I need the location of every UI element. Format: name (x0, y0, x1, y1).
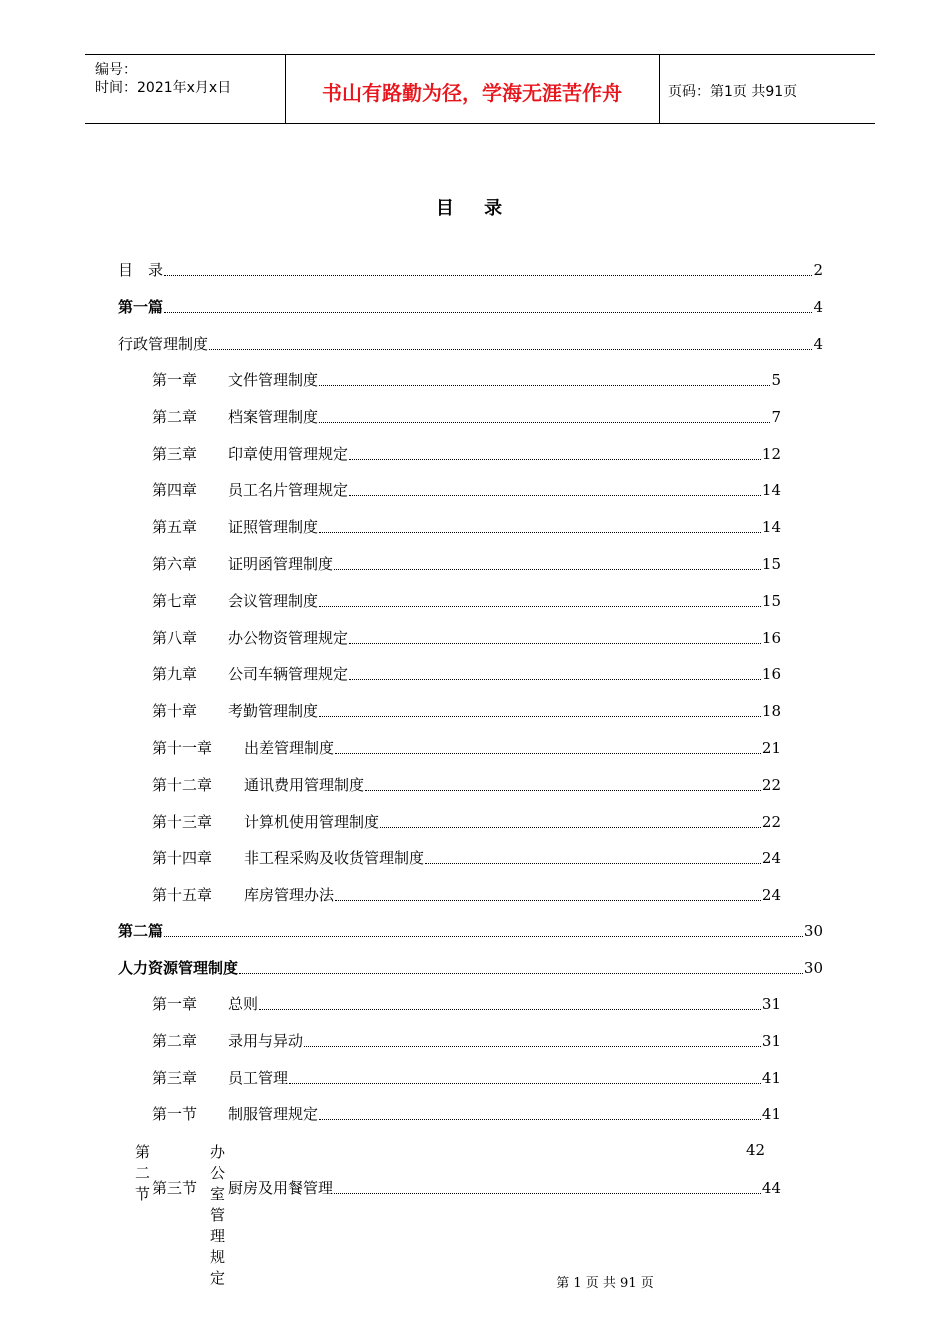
page-header (85, 54, 875, 124)
toc-plain-entry-num: 第二节 (135, 1143, 151, 1203)
toc-plain-entry-page: 42 (746, 1141, 766, 1159)
toc-chapter-page: 5 (771, 371, 781, 389)
toc-chapter-num: 第十四章 (152, 849, 213, 867)
toc-section-title: 行政管理制度 (118, 335, 209, 353)
leader-dots (319, 422, 770, 423)
toc-chapter[interactable] (152, 626, 781, 648)
toc-chapter[interactable] (152, 1176, 781, 1198)
toc-chapter[interactable] (152, 515, 781, 537)
toc-part-1[interactable] (118, 295, 823, 317)
toc-chapter-title: 出差管理制度 (244, 739, 335, 757)
leader-dots (289, 1083, 761, 1084)
toc-chapter-title: 制服管理规定 (228, 1105, 319, 1123)
leader-dots (349, 643, 761, 644)
leader-dots (335, 900, 761, 901)
header-page-label: 页码：第1页 共91页 (668, 84, 798, 100)
toc-section-hr[interactable] (118, 956, 823, 978)
leader-dots (319, 606, 761, 607)
toc-chapter-page: 12 (761, 445, 781, 463)
toc-chapter[interactable] (152, 442, 781, 464)
page-title: 目 录 (435, 198, 515, 219)
leader-dots (334, 1193, 761, 1194)
toc-chapter-title: 总则 (228, 995, 259, 1013)
toc-chapter[interactable] (152, 368, 781, 390)
toc-section-page: 30 (803, 959, 823, 977)
toc-chapter-num: 第一章 (152, 995, 198, 1013)
toc-chapter-page: 44 (761, 1179, 781, 1197)
toc-chapter[interactable] (152, 552, 781, 574)
toc-chapter-title: 办公物资管理规定 (228, 629, 349, 647)
toc-chapter-page: 22 (761, 813, 781, 831)
toc-chapter-title: 员工名片管理规定 (228, 481, 349, 499)
toc-chapter-page: 14 (761, 518, 781, 536)
leader-dots (164, 275, 812, 276)
toc-chapter-num: 第八章 (152, 629, 198, 647)
toc-chapter-num: 第四章 (152, 481, 198, 499)
toc-entry[interactable] (118, 258, 823, 280)
leader-dots (319, 385, 770, 386)
toc-chapter[interactable] (152, 1102, 781, 1124)
toc-chapter-num: 第九章 (152, 665, 198, 683)
leader-dots (380, 827, 761, 828)
leader-dots (259, 1009, 761, 1010)
toc-chapter-num: 第十五章 (152, 886, 213, 904)
toc-chapter-title: 库房管理办法 (244, 886, 335, 904)
time-label: 时间：2021年x月x日 (95, 80, 232, 96)
toc-chapter[interactable] (152, 883, 781, 905)
toc-chapter-page: 18 (761, 702, 781, 720)
toc-chapter[interactable] (152, 405, 781, 427)
toc-chapter-page: 21 (761, 739, 781, 757)
toc-chapter[interactable] (152, 1066, 781, 1088)
toc-chapter-num: 第十三章 (152, 813, 213, 831)
toc-chapter[interactable] (152, 589, 781, 611)
header-meta (85, 55, 285, 123)
toc-entry-title: 目 录 (118, 261, 164, 279)
toc-section-page: 4 (813, 335, 823, 353)
toc-chapter-num: 第六章 (152, 555, 198, 573)
toc-chapter[interactable] (152, 662, 781, 684)
toc-chapter[interactable] (152, 699, 781, 721)
toc-chapter-title: 厨房及用餐管理 (228, 1179, 334, 1197)
toc-chapter-num: 第一节 (152, 1105, 198, 1123)
toc-chapter-num: 第一章 (152, 371, 198, 389)
toc-part-page: 4 (813, 298, 823, 316)
toc-part-title: 第一篇 (118, 298, 164, 316)
toc-section-title: 第二篇 (118, 922, 164, 940)
leader-dots (349, 679, 761, 680)
toc-chapter-page: 41 (761, 1105, 781, 1123)
leader-dots (349, 495, 761, 496)
toc-chapter[interactable] (152, 1029, 781, 1051)
toc-chapter[interactable] (152, 846, 781, 868)
toc-section-title: 人力资源管理制度 (118, 959, 239, 977)
leader-dots (335, 753, 761, 754)
toc-chapter-title: 文件管理制度 (228, 371, 319, 389)
leader-dots (319, 716, 761, 717)
toc-part-2[interactable] (118, 919, 823, 941)
toc-chapter-num: 第三节 (152, 1179, 198, 1197)
leader-dots (304, 1046, 761, 1047)
leader-dots (425, 863, 761, 864)
toc-chapter-page: 24 (761, 849, 781, 867)
header-motto: 书山有路勤为径，学海无涯苦作舟 (322, 81, 622, 105)
toc-chapter-page: 7 (771, 408, 781, 426)
toc-chapter-title: 计算机使用管理制度 (244, 813, 380, 831)
toc-chapter-title: 证明函管理制度 (228, 555, 334, 573)
toc-chapter[interactable] (152, 810, 781, 832)
leader-dots (164, 936, 803, 937)
leader-dots (319, 532, 761, 533)
leader-dots (319, 1119, 761, 1120)
toc-chapter-title: 档案管理制度 (228, 408, 319, 426)
toc-chapter-title: 公司车辆管理规定 (228, 665, 349, 683)
toc-chapter-num: 第二章 (152, 1032, 198, 1050)
toc-chapter-page: 31 (761, 1032, 781, 1050)
toc-chapter-page: 14 (761, 481, 781, 499)
number-label: 编号： (95, 62, 137, 78)
toc-chapter-title: 通讯费用管理制度 (244, 776, 365, 794)
toc-plain-entry-title: 办公室管理规定 (210, 1143, 226, 1287)
toc-chapter-title: 考勤管理制度 (228, 702, 319, 720)
toc-chapter-num: 第七章 (152, 592, 198, 610)
toc-section-page: 30 (803, 922, 823, 940)
toc-chapter-title: 会议管理制度 (228, 592, 319, 610)
toc-chapter-page: 15 (761, 555, 781, 573)
leader-dots (209, 349, 812, 350)
toc-chapter-page: 41 (761, 1069, 781, 1087)
toc-chapter-num: 第十一章 (152, 739, 213, 757)
toc-chapter[interactable] (152, 736, 781, 758)
leader-dots (349, 459, 761, 460)
toc-chapter[interactable] (152, 478, 781, 500)
leader-dots (239, 973, 803, 974)
toc-chapter[interactable] (152, 992, 781, 1014)
toc-chapter-num: 第三章 (152, 445, 198, 463)
toc-chapter-page: 31 (761, 995, 781, 1013)
leader-dots (164, 312, 812, 313)
toc-chapter-num: 第五章 (152, 518, 198, 536)
toc-section-admin[interactable] (118, 332, 823, 354)
toc-chapter-page: 15 (761, 592, 781, 610)
toc-chapter-num: 第二章 (152, 408, 198, 426)
toc-chapter-title: 非工程采购及收货管理制度 (244, 849, 425, 867)
toc-chapter-title: 员工管理 (228, 1069, 289, 1087)
toc-chapter-title: 证照管理制度 (228, 518, 319, 536)
leader-dots (365, 790, 761, 791)
toc-chapter-page: 16 (761, 629, 781, 647)
toc-chapter-page: 24 (761, 886, 781, 904)
toc-entry-page: 2 (813, 261, 823, 279)
toc-chapter-num: 第十章 (152, 702, 198, 720)
toc-chapter-title: 印章使用管理规定 (228, 445, 349, 463)
toc-chapter[interactable] (152, 773, 781, 795)
toc-chapter-num: 第三章 (152, 1069, 198, 1087)
toc-chapter-page: 22 (761, 776, 781, 794)
leader-dots (334, 569, 761, 570)
toc-chapter-num: 第十二章 (152, 776, 213, 794)
toc-chapter-page: 16 (761, 665, 781, 683)
page-footer: 第 1 页 共 91 页 (556, 1276, 654, 1291)
toc-chapter-title: 录用与异动 (228, 1032, 304, 1050)
header-divider (659, 55, 660, 123)
